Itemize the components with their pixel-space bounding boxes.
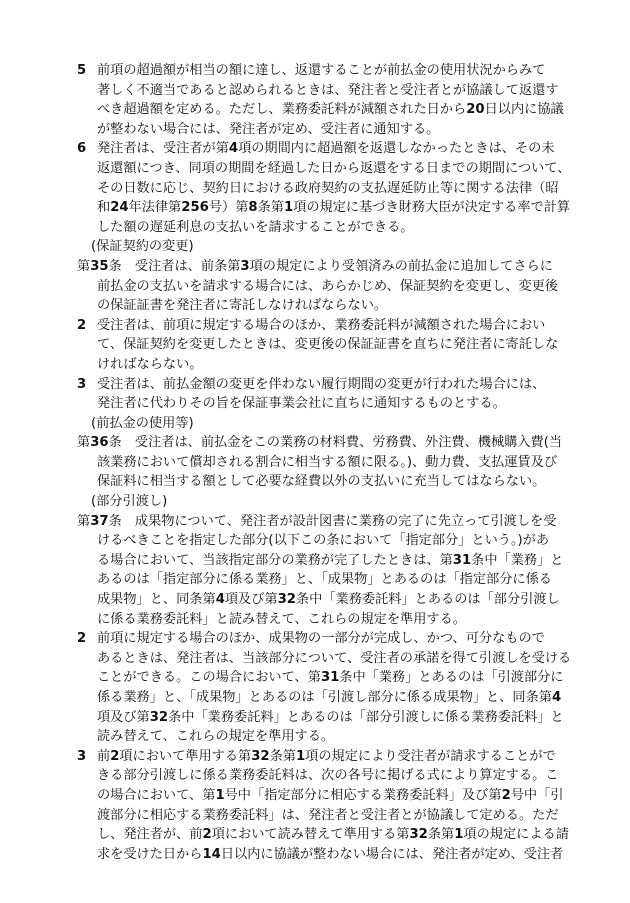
- text-line: て、保証契約を変更したときは、変更後の保証証書を直ちに発注者に寄託しな: [97, 337, 559, 353]
- paragraph-number: 2: [77, 631, 87, 647]
- text-line: 読み替えて、これらの規定を準用する。: [97, 729, 335, 745]
- text-line: 前項に規定する場合のほか、成果物の一部分が完成し、かつ、可分なもので: [97, 631, 545, 647]
- text-line: 該業務において償却される割合に相当する額に限る。)、動力費、支払運賃及び: [97, 454, 558, 470]
- text-line: 受注者は、前払金額の変更を伴わない履行期間の変更が行われた場合には、: [97, 376, 546, 392]
- text-line: 第37条 成果物について、発注者が設計図書に業務の完了に先立って引渡しを受: [77, 513, 557, 529]
- document-page: [77, 61, 572, 864]
- text-line: 発注者は、受注者が第4項の期間内に超過額を返還しなかったときは、その未: [97, 141, 555, 157]
- text-line: の場合において、第1号中「指定部分に相応する業務委託料」及び第2号中「引: [97, 787, 564, 803]
- paragraph-number: 5: [77, 63, 87, 78]
- section-heading: (保証契約の変更): [91, 239, 194, 255]
- paragraph-number: 3: [77, 748, 87, 764]
- text-line: 第36条 受注者は、前払金をこの業務の材料費、労務費、外注費、機械購入費(当: [77, 435, 563, 451]
- text-line: 受注者は、前項に規定する場合のほか、業務委託料が減額された場合におい: [97, 317, 546, 333]
- article-paragraph: [77, 433, 567, 492]
- text-line: 項及び第32条中「業務委託料」とあるのは「部分引渡しに係る業務委託料」と: [97, 709, 564, 725]
- text-line: 保証料に相当する額として必要な経費以外の支払いに充当してはならない。: [97, 474, 546, 490]
- sub-paragraph: [77, 61, 567, 139]
- article-paragraph: [77, 257, 567, 316]
- text-line: 渡部分に相応する業務委託料」は、発注者と受注者とが協議して定める。ただ: [97, 807, 559, 823]
- text-line: 返還額につき、同項の期間を経過した日から返還をする日までの期間について、: [97, 160, 571, 176]
- text-line: に係る業務委託料」と読み替えて、これらの規定を準用する。: [97, 611, 466, 627]
- text-line: きる部分引渡しに係る業務委託料は、次の各号に掲げる式により算定する。こ: [97, 768, 559, 784]
- text-line: ことができる。この場合において、第31条中「業務」とあるのは「引渡部分に: [97, 670, 564, 686]
- text-line: 和24年法律第256号）第8条第1項の規定に基づき財務大臣が決定する率で計算: [97, 200, 571, 216]
- text-line: けるべきことを指定した部分(以下この条において「指定部分」という。)があ: [97, 533, 550, 549]
- text-line: し、発注者が、前2項において読み替えて準用する第32条第1項の規定による請: [97, 827, 569, 843]
- sub-paragraph: [77, 629, 572, 747]
- text-line: 発注者に代わりその旨を保証事業会社に直ちに通知するものとする。: [97, 396, 506, 412]
- text-line: 前2項において準用する第32条第1項の規定により受注者が請求することがで: [97, 748, 556, 764]
- text-line: 著しく不適当であると認められるときは、発注者と受注者とが協議して返還す: [97, 82, 559, 98]
- text-line: 求を受けた日から14日以内に協議が整わない場合には、発注者が定め、受注者: [97, 846, 564, 862]
- text-line: 前払金の支払いを請求する場合には、あらかじめ、保証契約を変更し、変更後: [97, 278, 559, 294]
- sub-paragraph: [77, 375, 567, 414]
- text-line: 成果物」と、同条第4項及び第32条中「業務委託料」とあるのは「部分引渡し: [97, 592, 560, 608]
- text-line: る場合において、当該指定部分の業務が完了したときは、第31条中「業務」と: [97, 552, 564, 568]
- text-line: その日数に応じ、契約日における政府契約の支払遅延防止等に関する法律（昭: [97, 180, 559, 196]
- paragraph-number: 6: [77, 141, 87, 157]
- text-line: した額の遅延利息の支払いを請求することができる。: [97, 219, 414, 235]
- text-line: 係る業務」と、「成果物」とあるのは「引渡し部分に係る成果物」と、同条第4: [97, 690, 562, 705]
- section-heading: (部分引渡し): [91, 494, 168, 510]
- sub-paragraph: [77, 747, 567, 865]
- text-line: あるときは、発注者は、当該部分について、受注者の承諾を得て引渡しを受ける: [97, 650, 572, 666]
- text-line: 前項の超過額が相当の額に達し、返還することが前払金の使用状況からみて: [97, 63, 546, 78]
- sub-paragraph: [77, 139, 571, 237]
- article-paragraph: [77, 512, 567, 630]
- paragraph-number: 3: [77, 376, 87, 392]
- sub-paragraph: [77, 316, 567, 375]
- text-line: ければならない。: [97, 356, 203, 372]
- text-line: あるのは「指定部分に係る業務」と、「成果物」とあるのは「指定部分に係る: [97, 572, 552, 588]
- paragraph-number: 2: [77, 317, 87, 333]
- text-line: が整わない場合には、発注者が定め、受注者に通知する。: [97, 121, 440, 137]
- text-line: べき超過額を定める。ただし、業務委託料が減額された日から20日以内に協議: [97, 102, 564, 118]
- text-line: 第35条 受注者は、前条第3項の規定により受領済みの前払金に追加してさらに: [77, 258, 553, 274]
- text-line: の保証証書を発注者に寄託しなければならない。: [97, 298, 388, 314]
- section-heading: (前払金の使用等): [91, 415, 194, 431]
